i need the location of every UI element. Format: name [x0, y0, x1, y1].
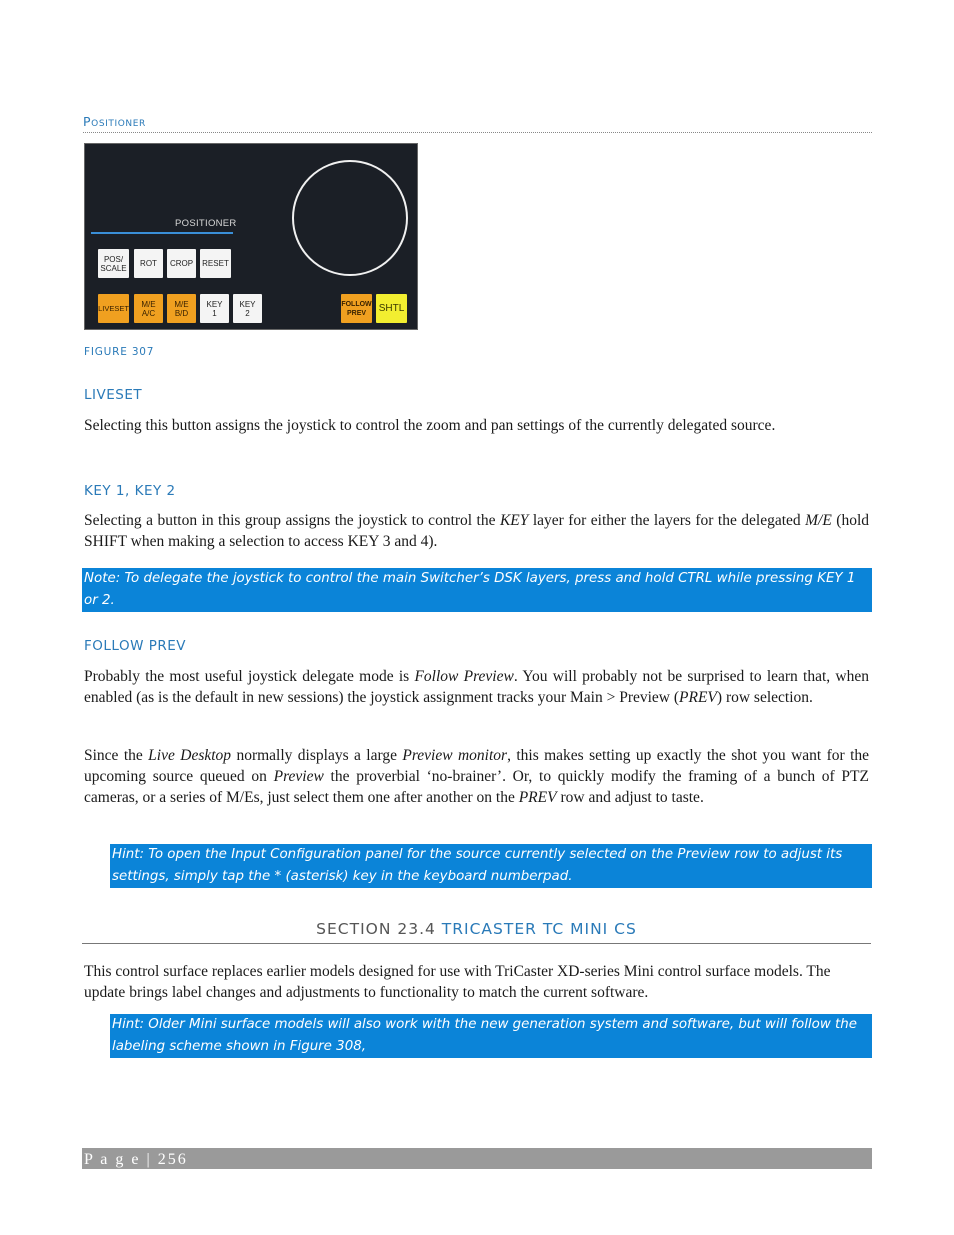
- liveset-heading: LIVESET: [84, 387, 143, 403]
- rot-button[interactable]: [134, 249, 163, 278]
- pos-scale-label-1: POS/: [103, 254, 124, 264]
- dsk-note-box: Note: To delegate the joystick to control the main Switcher’s DSK layers, press and hold CTRL while pressing KEY 1 or 2.: [82, 568, 872, 612]
- follow-p2-b: Live Desktop: [148, 747, 232, 764]
- follow-p1-b: Follow Preview: [414, 668, 514, 685]
- follow-p2-i: row and adjust to taste.: [556, 789, 704, 806]
- key-text-5: (hold SHIFT when making a selection to access KEY 3 and 4).: [84, 512, 870, 550]
- liveset-button[interactable]: [98, 294, 129, 323]
- key-paragraph: [84, 510, 869, 552]
- me-ac-label-1: M/E: [141, 299, 156, 309]
- joystick-circle-icon[interactable]: [292, 160, 408, 276]
- me-bd-button[interactable]: [167, 294, 196, 323]
- follow-prev-heading: FOLLOW PREV: [84, 638, 187, 654]
- section-paragraph: This control surface replaces earlier models designed for use with TriCaster XD-series Mini control surface models. The update brings label changes and adjustments to functionality to match the current software.: [84, 963, 831, 1001]
- crop-label: CROP: [169, 259, 194, 268]
- panel-title-rule: [91, 232, 233, 234]
- follow-p1-e: ) row selection.: [716, 689, 813, 706]
- follow-p2-e: , this makes setting up exactly the shot you want for the upcoming source queued on: [84, 747, 870, 785]
- key-text-1: Selecting a button in this group assigns the joystick to control the: [84, 512, 500, 529]
- key-text-4: M/E: [805, 512, 832, 529]
- key2-label-1: KEY: [239, 299, 256, 309]
- shtl-button[interactable]: [376, 294, 407, 323]
- follow-paragraph-2: [84, 745, 869, 808]
- crop-button[interactable]: [167, 249, 196, 278]
- follow-p2-a: Since the: [84, 747, 149, 764]
- follow-p2-d: Preview monitor: [402, 747, 508, 764]
- rot-label: ROT: [140, 259, 157, 268]
- section-name: TRICASTER TC MINI CS: [441, 920, 637, 938]
- key1-label-1: KEY: [206, 299, 223, 309]
- me-bd-label-1: M/E: [174, 299, 189, 309]
- follow-p1-d: PREV: [679, 689, 717, 706]
- liveset-paragraph: Selecting this button assigns the joystick to control the zoom and pan settings of the currently delegated source.: [84, 417, 776, 434]
- panel-title: POSITIONER: [175, 218, 237, 229]
- follow-p2-g: the proverbial ‘no-brainer’. Or, to quickly modify the framing of a bunch of PTZ cameras, or a series of M/Es, just select them one after another on the: [84, 768, 869, 806]
- section-heading-positioner: [83, 114, 872, 133]
- reset-label: RESET: [202, 259, 229, 268]
- follow-paragraph-1: [84, 666, 869, 708]
- positioner-heading-text: Positioner: [83, 114, 146, 129]
- key-text-3: layer for either the layers for the delegated: [528, 512, 806, 529]
- follow-p2-h: PREV: [518, 789, 557, 806]
- figure-caption: FIGURE 307: [84, 346, 155, 358]
- key1-label-2: 1: [212, 308, 217, 318]
- follow-prev-button[interactable]: [341, 294, 372, 323]
- pos-scale-label-2: SCALE: [100, 263, 127, 273]
- input-config-hint-box: Hint: To open the Input Configuration panel for the source currently selected on the Preview row to adjust its settings, simply tap the * (asterisk) key in the keyboard numberpad.: [110, 844, 872, 888]
- me-ac-label-2: A/C: [141, 308, 156, 318]
- key-heading: KEY 1, KEY 2: [84, 483, 176, 499]
- follow-prev-label-1: FOLLOW: [341, 300, 372, 308]
- key2-label-2: 2: [245, 308, 250, 318]
- page-number: P a g e | 256: [84, 1151, 188, 1168]
- reset-button[interactable]: [200, 249, 231, 278]
- key-text-2: KEY: [499, 512, 529, 529]
- shtl-label: SHTL: [378, 303, 405, 314]
- follow-prev-label-2: PREV: [346, 309, 367, 317]
- section-number: SECTION 23.4: [316, 920, 442, 938]
- follow-p1-a: Probably the most useful joystick delegate mode is: [84, 668, 415, 685]
- key1-button[interactable]: [200, 294, 229, 323]
- follow-p1-c: . You will probably not be surprised to learn that, when enabled (as is the default in new sessions) the joystick assignment tracks your Main > Preview (: [84, 668, 869, 706]
- follow-p2-f: Preview: [273, 768, 324, 785]
- section-title: [82, 920, 871, 944]
- positioner-panel-figure: [84, 143, 418, 330]
- pos-scale-button[interactable]: [98, 249, 129, 278]
- me-bd-label-2: B/D: [174, 308, 189, 318]
- page-footer: [82, 1148, 872, 1169]
- key2-button[interactable]: [233, 294, 262, 323]
- liveset-label: LIVESET: [98, 304, 129, 313]
- older-models-hint-box: Hint: Older Mini surface models will also work with the new generation system and software, but will follow the labeling scheme shown in Figure 308,: [110, 1014, 872, 1058]
- me-ac-button[interactable]: [134, 294, 163, 323]
- follow-p2-c: normally displays a large: [231, 747, 403, 764]
